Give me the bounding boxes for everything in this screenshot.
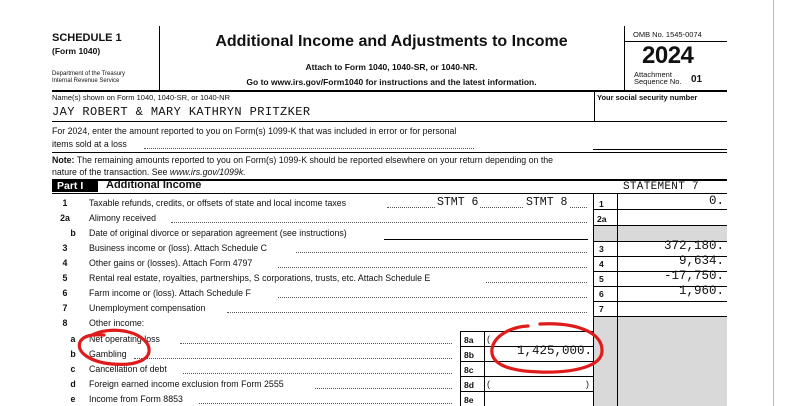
gambling-circle-annotation — [79, 330, 149, 364]
attachment-label: Attachment — [634, 70, 672, 79]
line-4-number: 4 — [62, 258, 68, 268]
line-8e-box: 8e — [464, 395, 474, 405]
attach-instruction: Attach to Form 1040, 1040-SR, or 1040-NR. — [305, 62, 478, 72]
line-6-amount[interactable]: 1,960. — [678, 284, 724, 298]
k1-notice-line-2: items sold at a loss — [52, 139, 127, 149]
schedule-label: SCHEDULE 1 — [52, 32, 122, 44]
line-2a-label: Alimony received — [89, 213, 156, 223]
line-8d-open-paren[interactable]: ( — [487, 379, 490, 389]
form-ref: (Form 1040) — [52, 46, 101, 56]
tax-year: 2024 — [642, 42, 694, 69]
line-6-label: Farm income or (loss). Attach Schedule F — [89, 288, 251, 298]
line-1-box: 1 — [599, 199, 604, 209]
amount-circle-annotation — [492, 324, 602, 372]
dept-line-1: Department of the Treasury — [52, 71, 126, 77]
line-7-number: 7 — [62, 303, 68, 313]
line-5-amount[interactable]: -17,750. — [663, 269, 724, 283]
line-3-label: Business income or (loss). Attach Schedule C — [89, 243, 267, 253]
omb-number: OMB No. 1545-0074 — [633, 30, 702, 39]
line-2a-number: 2a — [60, 213, 70, 223]
line-2b-label: Date of original divorce or separation agreement (see instructions) — [89, 228, 347, 238]
line-4-amount[interactable]: 9,634. — [678, 254, 724, 268]
line-3-number: 3 — [62, 243, 68, 253]
line-8d-close-paren: ) — [586, 379, 589, 389]
line-7-label: Unemployment compensation — [89, 303, 206, 313]
line-8a-number: a — [70, 334, 76, 344]
line-4-label: Other gains or (losses). Attach Form 4797 — [89, 258, 253, 268]
part1-tag: Part I — [52, 180, 98, 192]
ssn-label: Your social security number — [597, 93, 698, 102]
line-2b-number: b — [70, 228, 76, 238]
line-3-box: 3 — [599, 244, 604, 254]
sequence-number: 01 — [691, 74, 703, 85]
line-5-box: 5 — [599, 274, 604, 284]
note-label: Note: — [52, 155, 75, 165]
line-8d-label: Foreign earned income exclusion from Form 2555 — [89, 379, 284, 389]
note-text-1: The remaining amounts reported to you on Form(s) 1099-K should be reported elsewhere on your return depending on the — [76, 155, 554, 165]
line-4-box: 4 — [599, 259, 604, 269]
line-8b-box: 8b — [464, 350, 475, 360]
line-8c-label: Cancellation of debt — [89, 364, 167, 374]
line-8b-amount[interactable]: 1,425,000. — [516, 344, 592, 358]
note-link[interactable]: www.irs.gov/1099k. — [169, 167, 246, 177]
line-8d-number: d — [70, 379, 76, 389]
line-6-box: 6 — [599, 289, 604, 299]
line-8a-box: 8a — [464, 335, 474, 345]
line-5-label: Rental real estate, royalties, partnerships, S corporations, trusts, etc. Attach Schedule E — [89, 273, 431, 283]
line-8-number: 8 — [62, 318, 68, 328]
line-1-amount[interactable]: 0. — [708, 194, 724, 208]
line-8d-box: 8d — [464, 380, 475, 390]
line-8a-amount[interactable]: ( — [487, 334, 490, 344]
line-1-stmt-b: STMT 8 — [526, 196, 568, 209]
line-2a-box: 2a — [597, 214, 607, 224]
line-8b-number: b — [70, 349, 76, 359]
part1-title: Additional Income — [106, 179, 202, 191]
k1-notice-line-1: For 2024, enter the amount reported to you on Form(s) 1099-K that was included in error or for personal — [52, 126, 457, 136]
line-3-amount[interactable]: 372,180. — [663, 239, 724, 253]
line-8e-label: Income from Form 8853 — [89, 394, 183, 404]
line-1-label: Taxable refunds, credits, or offsets of state and local income taxes — [89, 198, 347, 208]
dept-line-2: Internal Revenue Service — [52, 78, 120, 84]
name-label: Name(s) shown on Form 1040, 1040-SR, or 1040-NR — [52, 93, 230, 102]
line-5-number: 5 — [62, 273, 68, 283]
note-text-2: nature of the transaction. See — [52, 167, 168, 177]
goto-instruction: Go to www.irs.gov/Form1040 for instructions and the latest information. — [246, 77, 537, 87]
taxpayer-name: JAY ROBERT & MARY KATHRYN PRITZKER — [52, 105, 311, 119]
line-1-stmt-a: STMT 6 — [437, 196, 479, 209]
line-8b-label: Gambling — [89, 349, 127, 359]
line-8c-box: 8c — [464, 365, 474, 375]
sequence-label: Sequence No. — [634, 77, 682, 86]
line-1-number: 1 — [62, 198, 68, 208]
line-6-number: 6 — [62, 288, 68, 298]
line-8e-number: e — [70, 394, 76, 404]
form-title: Additional Income and Adjustments to Income — [215, 33, 568, 50]
statement-reference: STATEMENT 7 — [623, 181, 699, 193]
line-8-label: Other income: — [89, 318, 145, 328]
line-8c-number: c — [70, 364, 76, 374]
line-7-box: 7 — [599, 304, 604, 314]
line-8a-label: Net operating loss — [89, 334, 160, 344]
